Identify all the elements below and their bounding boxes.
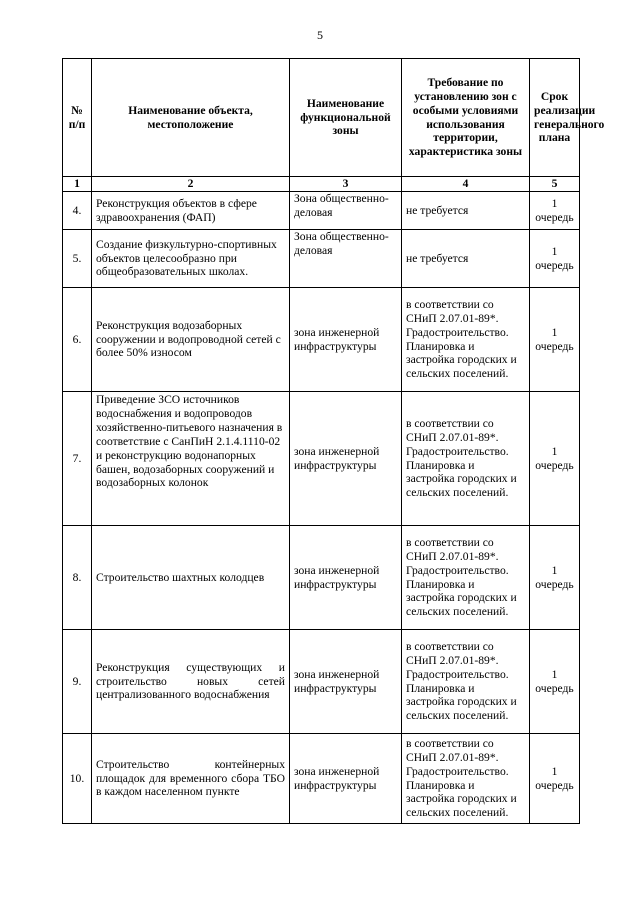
- requirement: в соответствии со СНиП 2.07.01-89*. Градостроительство. Планировка и застройка городских и сельских поселений.: [402, 288, 530, 392]
- term: 1 очередь: [530, 734, 580, 824]
- requirement: в соответствии со СНиП 2.07.01-89*. Градостроительство. Планировка и застройка городских и сельских поселений.: [402, 734, 530, 824]
- object-name: Создание физкультурно-спортивных объектов целесообразно при общеобразовательных школах.: [92, 230, 290, 288]
- table-row: [63, 288, 580, 392]
- zone-name: зона инженерной инфраструктуры: [290, 392, 402, 526]
- objects-table: [62, 58, 605, 824]
- term: 1 очередь: [530, 230, 580, 288]
- column-number: 1: [63, 177, 92, 192]
- row-number: 5.: [63, 230, 92, 288]
- header-term: Срок реализации генерального плана: [530, 59, 580, 177]
- object-name: Реконструкция водозаборных сооружении и водопроводной сетей с более 50% износом: [92, 288, 290, 392]
- table-row: [63, 230, 580, 288]
- object-name: Реконструкция объектов в сфере здравоохранения (ФАП): [92, 192, 290, 230]
- column-number: 3: [290, 177, 402, 192]
- row-number: 6.: [63, 288, 92, 392]
- row-number: 7.: [63, 392, 92, 526]
- term: 1 очередь: [530, 630, 580, 734]
- term: 1 очередь: [530, 288, 580, 392]
- zone-name: Зона общественно-деловая: [290, 192, 402, 230]
- zone-name: зона инженерной инфраструктуры: [290, 734, 402, 824]
- object-name: Приведение ЗСО источников водоснабжения и водопроводов хозяйственно-питьевого назначения в соответствие с СанПиН 2.1.4.1110-02 и реконструкцию водонапорных башен, водозаборных сооружений и водозаборных колонок: [92, 392, 290, 526]
- requirement: в соответствии со СНиП 2.07.01-89*. Градостроительство. Планировка и застройка городских и сельских поселений.: [402, 392, 530, 526]
- requirement: в соответствии со СНиП 2.07.01-89*. Градостроительство. Планировка и застройка городских и сельских поселений.: [402, 630, 530, 734]
- row-number: 8.: [63, 526, 92, 630]
- table-row: [63, 392, 580, 526]
- table-row: [63, 192, 580, 230]
- row-number: 4.: [63, 192, 92, 230]
- header-name: Наименование объекта, местоположение: [92, 59, 290, 177]
- requirement: в соответствии со СНиП 2.07.01-89*. Градостроительство. Планировка и застройка городских и сельских поселений.: [402, 526, 530, 630]
- zone-name: зона инженерной инфраструктуры: [290, 630, 402, 734]
- zone-name: зона инженерной инфраструктуры: [290, 288, 402, 392]
- table-row: [63, 734, 580, 824]
- table-header-row: [63, 59, 580, 177]
- header-zone: Наименование функциональной зоны: [290, 59, 402, 177]
- column-number: 5: [530, 177, 580, 192]
- object-name: Строительство шахтных колодцев: [92, 526, 290, 630]
- header-num: № п/п: [63, 59, 92, 177]
- zone-name: Зона общественно-деловая: [290, 230, 402, 288]
- column-number: 2: [92, 177, 290, 192]
- object-name: Строительство контейнерных площадок для временного сбора ТБО в каждом населенном пункте: [92, 734, 290, 824]
- requirement: не требуется: [402, 230, 530, 288]
- header-requirement: Требование по установлению зон с особыми условиями использования территории, характеристика зоны: [402, 59, 530, 177]
- term: 1 очередь: [530, 392, 580, 526]
- row-number: 10.: [63, 734, 92, 824]
- term: 1 очередь: [530, 526, 580, 630]
- requirement: не требуется: [402, 192, 530, 230]
- page-number: 5: [317, 28, 323, 42]
- column-number-row: [63, 177, 580, 192]
- row-number: 9.: [63, 630, 92, 734]
- zone-name: зона инженерной инфраструктуры: [290, 526, 402, 630]
- table-row: [63, 526, 580, 630]
- object-name: Реконструкция существующих и строительство новых сетей централизованного водоснабжения: [92, 630, 290, 734]
- column-number: 4: [402, 177, 530, 192]
- table-row: [63, 630, 580, 734]
- term: 1 очередь: [530, 192, 580, 230]
